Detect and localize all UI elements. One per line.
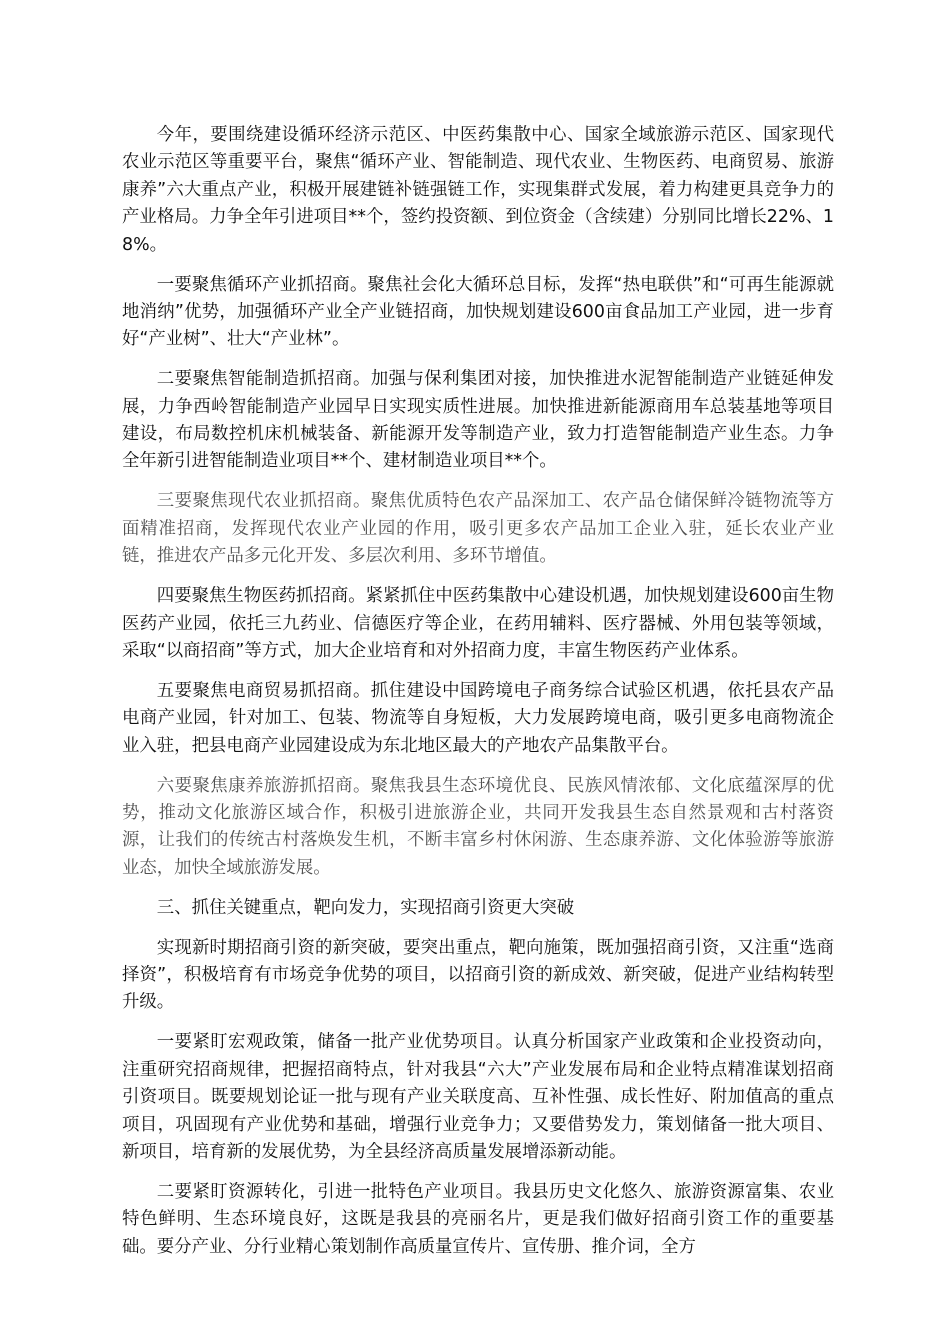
section-heading-3: 三、抓住关键重点，靶向发力，实现招商引资更大突破 xyxy=(156,897,575,918)
paragraph-macro-policy: 一要紧盯宏观政策，储备一批产业优势项目。认真分析国家产业政策和企业投资动向，注重研究招商规律，把握招商特点，针对我县“六大”产业发展布局和企业特点精准谋划招商引资项目。既要规划论证一批与现有产业关联度高、互补性强、成长性好、附加值高的重点项目，巩固现有产业优势和基础，增强行业竞争力；又要借势发力，策划储备一批大项目、新项目，培育新的发展优势，为全县经济高质量发展增添新动能。 xyxy=(122,1032,834,1162)
paragraph-biomedicine: 四要聚焦生物医药抓招商。紧紧抓住中医药集散中心建设机遇，加快规划建设600亩生物医药产业园，依托三九药业、信德医疗等企业，在药用辅料、医疗器械、外用包装等领域，采取“以商招商”等方式，加大企业培育和对外招商力度，丰富生物医药产业体系。 xyxy=(122,586,834,661)
paragraph-resource-conversion: 二要紧盯资源转化，引进一批特色产业项目。我县历史文化悠久、旅游资源富集、农业特色鲜明、生态环境良好，这既是我县的亮丽名片，更是我们做好招商引资工作的重要基础。要分产业、分行业精心策划制作高质量宣传片、宣传册、推介词，全方 xyxy=(122,1181,834,1257)
paragraph-intro: 今年，要围绕建设循环经济示范区、中医药集散中心、国家全域旅游示范区、国家现代农业示范区等重要平台，聚焦“循环产业、智能制造、现代农业、生物医药、电商贸易、旅游康养”六大重点产业，积极开展建链补链强链工作，实现集群式发展，着力构建更具竞争力的产业格局。力争全年引进项目**个，签约投资额、到位资金（含续建）分别同比增长22%、18%。 xyxy=(122,125,834,255)
paragraph-new-breakthrough: 实现新时期招商引资的新突破，要突出重点，靶向施策，既加强招商引资，又注重“选商择资”，积极培育有市场竞争优势的项目，以招商引资的新成效、新突破，促进产业结构转型升级。 xyxy=(122,937,834,1013)
paragraph-health-tourism: 六要聚焦康养旅游抓招商。聚焦我县生态环境优良、民族风情浓郁、文化底蕴深厚的优势，推动文化旅游区域合作，积极引进旅游企业，共同开发我县生态自然景观和古村落资源，让我们的传统古村落焕发生机，不断丰富乡村休闲游、生态康养游、文化体验游等旅游业态，加快全域旅游发展。 xyxy=(122,775,834,878)
paragraph-circular-industry: 一要聚焦循环产业抓招商。聚焦社会化大循环总目标，发挥“热电联供”和“可再生能源就地消纳”优势，加强循环产业全产业链招商，加快规划建设600亩食品加工产业园，进一步育好“产业树”、壮大“产业林”。 xyxy=(122,274,834,350)
paragraph-modern-agriculture: 三要聚焦现代农业抓招商。聚焦优质特色农产品深加工、农产品仓储保鲜冷链物流等方面精准招商，发挥现代农业产业园的作用，吸引更多农产品加工企业入驻，延长农业产业链，推进农产品多元化开发、多层次利用、多环节增值。 xyxy=(122,491,834,567)
paragraph-smart-manufacturing: 二要聚焦智能制造抓招商。加强与保利集团对接，加快推进水泥智能制造产业链延伸发展，力争西岭智能制造产业园早日实现实质性进展。加快推进新能源商用车总装基地等项目建设，布局数控机床机械装备、新能源开发等制造产业，致力打造智能制造产业生态。力争全年新引进智能制造业项目**个、建材制造业项目**个。 xyxy=(122,369,834,472)
paragraph-ecommerce-trade: 五要聚焦电商贸易抓招商。抓住建设中国跨境电子商务综合试验区机遇，依托县农产品电商产业园，针对加工、包装、物流等自身短板，大力发展跨境电商，吸引更多电商物流企业入驻，把县电商产业园建设成为东北地区最大的产地农产品集散平台。 xyxy=(122,680,834,756)
document-body xyxy=(122,122,834,1274)
